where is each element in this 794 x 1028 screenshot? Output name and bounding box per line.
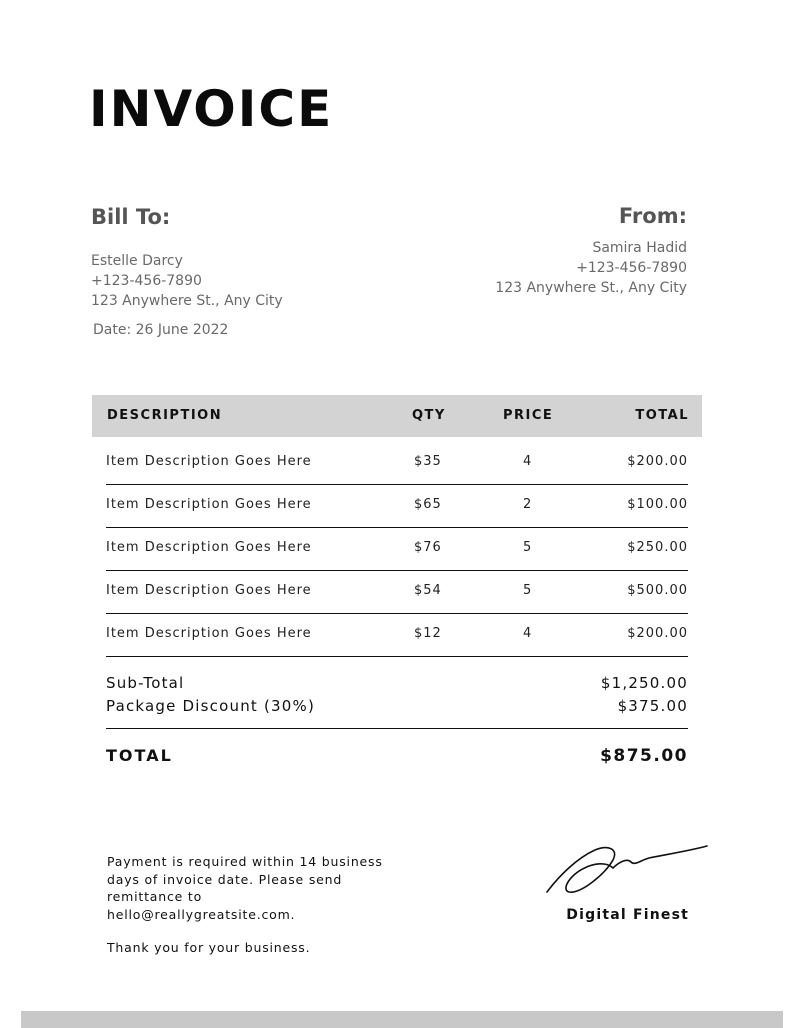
payment-note — [107, 853, 407, 923]
bill-to-address: 123 Anywhere St., Any City — [91, 293, 283, 309]
row-total: $500.00 — [627, 583, 688, 598]
row-qty: $54 — [414, 583, 442, 598]
grand-total-value: $875.00 — [600, 746, 688, 766]
bill-to-name: Estelle Darcy — [91, 253, 183, 269]
discount-label: Package Discount (30%) — [106, 697, 316, 715]
table-row — [92, 524, 688, 567]
row-price: 4 — [523, 454, 533, 469]
row-description: Item Description Goes Here — [106, 583, 312, 598]
payment-note-line: Payment is required within 14 business — [107, 854, 383, 869]
subtotal-value: $1,250.00 — [600, 674, 688, 692]
row-divider — [106, 656, 688, 657]
row-total: $100.00 — [627, 497, 688, 512]
bottom-bar — [21, 1011, 783, 1028]
invoice-title: INVOICE — [89, 80, 334, 138]
payment-note-line: days of invoice date. Please send — [107, 871, 343, 887]
row-total: $200.00 — [627, 626, 688, 641]
bill-to-block — [91, 251, 283, 311]
subtotal-label: Sub-Total — [106, 674, 185, 692]
table-row — [92, 438, 688, 481]
table-header — [92, 395, 702, 437]
row-qty: $12 — [414, 626, 442, 641]
column-header-total: TOTAL — [635, 408, 689, 423]
row-description: Item Description Goes Here — [106, 454, 312, 469]
table-row — [92, 567, 688, 610]
row-description: Item Description Goes Here — [106, 626, 312, 641]
signature-image — [543, 840, 713, 900]
row-price: 4 — [523, 626, 533, 641]
summary-divider — [106, 728, 688, 729]
column-header-qty: QTY — [412, 408, 446, 423]
from-address: 123 Anywhere St., Any City — [495, 280, 687, 296]
from-heading: From: — [618, 204, 687, 228]
column-header-price: PRICE — [503, 408, 554, 423]
row-qty: $35 — [414, 454, 442, 469]
row-description: Item Description Goes Here — [106, 540, 312, 555]
from-block — [495, 238, 687, 298]
row-qty: $65 — [414, 497, 442, 512]
payment-note-line: hello@reallygreatsite.com. — [107, 906, 296, 922]
row-price: 2 — [523, 497, 533, 512]
thank-you-note: Thank you for your business. — [107, 940, 311, 955]
bill-to-phone: +123-456-7890 — [91, 273, 202, 289]
table-row — [92, 610, 688, 653]
table-row — [92, 481, 688, 524]
invoice-date: Date: 26 June 2022 — [93, 322, 229, 338]
row-total: $250.00 — [627, 540, 688, 555]
discount-value: $375.00 — [617, 697, 688, 715]
payment-note-line: remittance to — [107, 889, 203, 904]
column-header-description: DESCRIPTION — [107, 408, 223, 423]
from-phone: +123-456-7890 — [576, 260, 687, 276]
from-name: Samira Hadid — [592, 240, 687, 256]
row-price: 5 — [523, 540, 533, 555]
row-price: 5 — [523, 583, 533, 598]
signer-name: Digital Finest — [566, 907, 689, 923]
row-qty: $76 — [414, 540, 442, 555]
grand-total-label: TOTAL — [106, 746, 173, 765]
bill-to-heading: Bill To: — [91, 205, 171, 229]
row-total: $200.00 — [627, 454, 688, 469]
row-description: Item Description Goes Here — [106, 497, 312, 512]
